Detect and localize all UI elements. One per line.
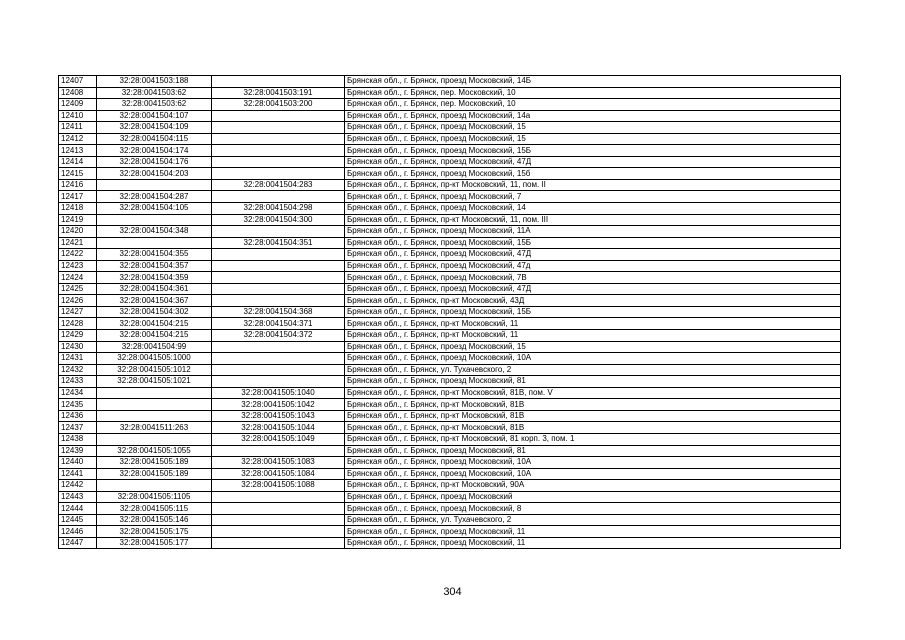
cadastral-number-cell xyxy=(212,122,345,134)
parent-cadastral-number-cell: 32:28:0041511:263 xyxy=(97,422,212,434)
address-cell: Брянская обл., г. Брянск, пер. Московский, 10 xyxy=(345,87,841,99)
address-cell: Брянская обл., г. Брянск, пр-кт Московский, 11 xyxy=(345,318,841,330)
row-number-cell: 12418 xyxy=(59,203,97,215)
parent-cadastral-number-cell: 32:28:0041503:62 xyxy=(97,87,212,99)
address-cell: Брянская обл., г. Брянск, пр-кт Московский, 81В xyxy=(345,399,841,411)
parent-cadastral-number-cell: 32:28:0041504:355 xyxy=(97,249,212,261)
cadastral-number-cell: 32:28:0041503:200 xyxy=(212,99,345,111)
row-number-cell: 12429 xyxy=(59,330,97,342)
address-cell: Брянская обл., г. Брянск, пр-кт Московский, 11 xyxy=(345,330,841,342)
table-row xyxy=(59,87,841,99)
parent-cadastral-number-cell: 32:28:0041504:109 xyxy=(97,122,212,134)
parent-cadastral-number-cell: 32:28:0041505:146 xyxy=(97,514,212,526)
parent-cadastral-number-cell: 32:28:0041505:1105 xyxy=(97,491,212,503)
cadastral-number-cell xyxy=(212,272,345,284)
cadastral-number-cell xyxy=(212,260,345,272)
parent-cadastral-number-cell: 32:28:0041504:115 xyxy=(97,133,212,145)
parent-cadastral-number-cell: 32:28:0041505:189 xyxy=(97,457,212,469)
cadastral-number-cell: 32:28:0041503:191 xyxy=(212,87,345,99)
cadastral-number-cell xyxy=(212,376,345,388)
parent-cadastral-number-cell: 32:28:0041504:203 xyxy=(97,168,212,180)
cadastral-number-cell xyxy=(212,353,345,365)
cadastral-number-cell xyxy=(212,445,345,457)
row-number-cell: 12439 xyxy=(59,445,97,457)
table-row xyxy=(59,468,841,480)
parent-cadastral-number-cell xyxy=(97,214,212,226)
parent-cadastral-number-cell: 32:28:0041504:215 xyxy=(97,318,212,330)
row-number-cell: 12423 xyxy=(59,260,97,272)
cadastral-number-cell xyxy=(212,364,345,376)
parent-cadastral-number-cell: 32:28:0041505:1000 xyxy=(97,353,212,365)
table-row xyxy=(59,122,841,134)
table-row xyxy=(59,480,841,492)
parent-cadastral-number-cell: 32:28:0041504:99 xyxy=(97,341,212,353)
table-row xyxy=(59,445,841,457)
table-row xyxy=(59,526,841,538)
address-cell: Брянская обл., г. Брянск, проезд Московский, 15 xyxy=(345,133,841,145)
address-cell: Брянская обл., г. Брянск, проезд Московский, 15 xyxy=(345,341,841,353)
address-cell: Брянская обл., г. Брянск, пр-кт Московский, 11, пом. II xyxy=(345,179,841,191)
cadastral-number-cell xyxy=(212,526,345,538)
address-cell: Брянская обл., г. Брянск, проезд Московский, 15Б xyxy=(345,306,841,318)
address-cell: Брянская обл., г. Брянск, проезд Московский, 47д xyxy=(345,260,841,272)
table-row xyxy=(59,491,841,503)
row-number-cell: 12441 xyxy=(59,468,97,480)
table-row xyxy=(59,330,841,342)
row-number-cell: 12442 xyxy=(59,480,97,492)
parent-cadastral-number-cell xyxy=(97,410,212,422)
cadastral-number-cell: 32:28:0041505:1049 xyxy=(212,433,345,445)
row-number-cell: 12413 xyxy=(59,145,97,157)
cadastral-number-cell xyxy=(212,503,345,515)
address-cell: Брянская обл., г. Брянск, пр-кт Московский, 43Д xyxy=(345,295,841,307)
row-number-cell: 12436 xyxy=(59,410,97,422)
address-cell: Брянская обл., г. Брянск, пр-кт Московский, 81В xyxy=(345,410,841,422)
row-number-cell: 12425 xyxy=(59,283,97,295)
parent-cadastral-number-cell: 32:28:0041504:287 xyxy=(97,191,212,203)
row-number-cell: 12427 xyxy=(59,306,97,318)
address-cell: Брянская обл., г. Брянск, проезд Московский, 7В xyxy=(345,272,841,284)
row-number-cell: 12431 xyxy=(59,353,97,365)
address-cell: Брянская обл., г. Брянск, проезд Московский, 10А xyxy=(345,468,841,480)
row-number-cell: 12410 xyxy=(59,110,97,122)
cadastral-number-cell xyxy=(212,491,345,503)
cadastral-number-cell xyxy=(212,295,345,307)
table-row xyxy=(59,214,841,226)
address-cell: Брянская обл., г. Брянск, проезд Московский, 47Д xyxy=(345,156,841,168)
cadastral-number-cell xyxy=(212,537,345,549)
table-row xyxy=(59,110,841,122)
parent-cadastral-number-cell xyxy=(97,387,212,399)
cadastral-number-cell: 32:28:0041504:372 xyxy=(212,330,345,342)
row-number-cell: 12419 xyxy=(59,214,97,226)
parent-cadastral-number-cell xyxy=(97,433,212,445)
cadastral-number-cell xyxy=(212,156,345,168)
address-cell: Брянская обл., г. Брянск, пр-кт Московский, 81 корп. 3, пом. 1 xyxy=(345,433,841,445)
address-cell: Брянская обл., г. Брянск, проезд Московский, 14Б xyxy=(345,76,841,88)
table-row xyxy=(59,503,841,515)
address-cell: Брянская обл., г. Брянск, пер. Московский, 10 xyxy=(345,99,841,111)
parent-cadastral-number-cell: 32:28:0041505:1021 xyxy=(97,376,212,388)
row-number-cell: 12408 xyxy=(59,87,97,99)
table-row xyxy=(59,537,841,549)
cadastral-number-cell: 32:28:0041505:1042 xyxy=(212,399,345,411)
parent-cadastral-number-cell: 32:28:0041504:348 xyxy=(97,226,212,238)
parent-cadastral-number-cell: 32:28:0041503:188 xyxy=(97,76,212,88)
address-cell: Брянская обл., г. Брянск, проезд Московский, 15Б xyxy=(345,145,841,157)
table-row xyxy=(59,249,841,261)
cadastral-number-cell: 32:28:0041504:351 xyxy=(212,237,345,249)
cadastral-number-cell: 32:28:0041505:1043 xyxy=(212,410,345,422)
parent-cadastral-number-cell: 32:28:0041504:361 xyxy=(97,283,212,295)
address-cell: Брянская обл., г. Брянск, ул. Тухачевского, 2 xyxy=(345,364,841,376)
row-number-cell: 12445 xyxy=(59,514,97,526)
cadastral-number-cell: 32:28:0041505:1044 xyxy=(212,422,345,434)
table-row xyxy=(59,226,841,238)
table-row xyxy=(59,76,841,88)
row-number-cell: 12432 xyxy=(59,364,97,376)
row-number-cell: 12412 xyxy=(59,133,97,145)
row-number-cell: 12443 xyxy=(59,491,97,503)
table-row xyxy=(59,306,841,318)
row-number-cell: 12417 xyxy=(59,191,97,203)
cadastral-number-cell xyxy=(212,514,345,526)
row-number-cell: 12415 xyxy=(59,168,97,180)
cadastral-number-cell xyxy=(212,168,345,180)
table-row xyxy=(59,133,841,145)
cadastral-number-cell xyxy=(212,133,345,145)
parent-cadastral-number-cell: 32:28:0041504:359 xyxy=(97,272,212,284)
parent-cadastral-number-cell: 32:28:0041505:189 xyxy=(97,468,212,480)
address-cell: Брянская обл., г. Брянск, пр-кт Московский, 90А xyxy=(345,480,841,492)
row-number-cell: 12422 xyxy=(59,249,97,261)
cadastral-number-cell xyxy=(212,145,345,157)
table-row xyxy=(59,237,841,249)
row-number-cell: 12444 xyxy=(59,503,97,515)
row-number-cell: 12430 xyxy=(59,341,97,353)
table-row xyxy=(59,410,841,422)
parent-cadastral-number-cell xyxy=(97,237,212,249)
cadastral-number-cell: 32:28:0041504:371 xyxy=(212,318,345,330)
table-row xyxy=(59,99,841,111)
cadastral-number-cell: 32:28:0041505:1084 xyxy=(212,468,345,480)
address-cell: Брянская обл., г. Брянск, проезд Московский, 8 xyxy=(345,503,841,515)
table-row xyxy=(59,387,841,399)
address-cell: Брянская обл., г. Брянск, проезд Московский xyxy=(345,491,841,503)
cadastral-number-cell xyxy=(212,226,345,238)
row-number-cell: 12440 xyxy=(59,457,97,469)
address-cell: Брянская обл., г. Брянск, пр-кт Московский, 11, пом. III xyxy=(345,214,841,226)
row-number-cell: 12421 xyxy=(59,237,97,249)
table-row xyxy=(59,203,841,215)
row-number-cell: 12414 xyxy=(59,156,97,168)
table-row xyxy=(59,168,841,180)
row-number-cell: 12447 xyxy=(59,537,97,549)
address-cell: Брянская обл., г. Брянск, проезд Московский, 11 xyxy=(345,537,841,549)
row-number-cell: 12433 xyxy=(59,376,97,388)
row-number-cell: 12428 xyxy=(59,318,97,330)
parent-cadastral-number-cell: 32:28:0041504:367 xyxy=(97,295,212,307)
cadastral-number-cell: 32:28:0041505:1040 xyxy=(212,387,345,399)
table-row xyxy=(59,457,841,469)
address-cell: Брянская обл., г. Брянск, проезд Московский, 47Д xyxy=(345,283,841,295)
cadastral-number-cell xyxy=(212,110,345,122)
parent-cadastral-number-cell: 32:28:0041505:115 xyxy=(97,503,212,515)
cadastral-number-cell: 32:28:0041504:300 xyxy=(212,214,345,226)
address-cell: Брянская обл., г. Брянск, проезд Московский, 15 xyxy=(345,122,841,134)
address-cell: Брянская обл., г. Брянск, проезд Московский, 81 xyxy=(345,445,841,457)
table-row xyxy=(59,422,841,434)
parent-cadastral-number-cell: 32:28:0041505:177 xyxy=(97,537,212,549)
cadastral-number-cell: 32:28:0041504:298 xyxy=(212,203,345,215)
address-cell: Брянская обл., г. Брянск, проезд Московский, 81 xyxy=(345,376,841,388)
cadastral-number-cell xyxy=(212,191,345,203)
parent-cadastral-number-cell: 32:28:0041504:174 xyxy=(97,145,212,157)
row-number-cell: 12446 xyxy=(59,526,97,538)
table-row xyxy=(59,295,841,307)
parent-cadastral-number-cell: 32:28:0041505:1012 xyxy=(97,364,212,376)
table-row xyxy=(59,145,841,157)
parent-cadastral-number-cell: 32:28:0041503:62 xyxy=(97,99,212,111)
address-cell: Брянская обл., г. Брянск, проезд Московский, 11А xyxy=(345,226,841,238)
address-cell: Брянская обл., г. Брянск, пр-кт Московский, 81В, пом. V xyxy=(345,387,841,399)
row-number-cell: 12424 xyxy=(59,272,97,284)
table-row xyxy=(59,341,841,353)
cadastral-number-cell: 32:28:0041505:1088 xyxy=(212,480,345,492)
table-row xyxy=(59,514,841,526)
table-row xyxy=(59,399,841,411)
cadastral-number-cell xyxy=(212,283,345,295)
address-cell: Брянская обл., г. Брянск, пр-кт Московский, 81В xyxy=(345,422,841,434)
cadastral-number-cell: 32:28:0041504:368 xyxy=(212,306,345,318)
address-cell: Брянская обл., г. Брянск, проезд Московский, 11 xyxy=(345,526,841,538)
address-cell: Брянская обл., г. Брянск, проезд Московский, 7 xyxy=(345,191,841,203)
cadastral-number-cell xyxy=(212,249,345,261)
parent-cadastral-number-cell: 32:28:0041504:176 xyxy=(97,156,212,168)
address-cell: Брянская обл., г. Брянск, проезд Московский, 10А xyxy=(345,457,841,469)
table-row xyxy=(59,260,841,272)
table-row xyxy=(59,191,841,203)
cadastral-number-cell xyxy=(212,76,345,88)
page-number: 304 xyxy=(443,586,462,598)
address-cell: Брянская обл., г. Брянск, ул. Тухачевского, 2 xyxy=(345,514,841,526)
address-cell: Брянская обл., г. Брянск, проезд Московский, 15Б xyxy=(345,237,841,249)
address-cell: Брянская обл., г. Брянск, проезд Московский, 10А xyxy=(345,353,841,365)
table-row xyxy=(59,179,841,191)
table-row xyxy=(59,433,841,445)
parent-cadastral-number-cell xyxy=(97,399,212,411)
cadastral-number-cell: 32:28:0041504:283 xyxy=(212,179,345,191)
row-number-cell: 12438 xyxy=(59,433,97,445)
row-number-cell: 12434 xyxy=(59,387,97,399)
parent-cadastral-number-cell: 32:28:0041505:175 xyxy=(97,526,212,538)
table-row xyxy=(59,364,841,376)
row-number-cell: 12411 xyxy=(59,122,97,134)
registry-table-body xyxy=(59,76,841,549)
row-number-cell: 12437 xyxy=(59,422,97,434)
registry-table xyxy=(58,75,841,549)
row-number-cell: 12416 xyxy=(59,179,97,191)
parent-cadastral-number-cell: 32:28:0041504:107 xyxy=(97,110,212,122)
parent-cadastral-number-cell: 32:28:0041504:215 xyxy=(97,330,212,342)
cadastral-number-cell xyxy=(212,341,345,353)
table-row xyxy=(59,272,841,284)
address-cell: Брянская обл., г. Брянск, проезд Московский, 15б xyxy=(345,168,841,180)
table-row xyxy=(59,156,841,168)
address-cell: Брянская обл., г. Брянск, проезд Московский, 14а xyxy=(345,110,841,122)
row-number-cell: 12407 xyxy=(59,76,97,88)
address-cell: Брянская обл., г. Брянск, проезд Московский, 14 xyxy=(345,203,841,215)
table-row xyxy=(59,353,841,365)
row-number-cell: 12420 xyxy=(59,226,97,238)
parent-cadastral-number-cell: 32:28:0041504:302 xyxy=(97,306,212,318)
row-number-cell: 12426 xyxy=(59,295,97,307)
parent-cadastral-number-cell: 32:28:0041504:357 xyxy=(97,260,212,272)
address-cell: Брянская обл., г. Брянск, проезд Московский, 47Д xyxy=(345,249,841,261)
parent-cadastral-number-cell xyxy=(97,480,212,492)
row-number-cell: 12409 xyxy=(59,99,97,111)
parent-cadastral-number-cell xyxy=(97,179,212,191)
parent-cadastral-number-cell: 32:28:0041504:105 xyxy=(97,203,212,215)
row-number-cell: 12435 xyxy=(59,399,97,411)
table-row xyxy=(59,376,841,388)
cadastral-number-cell: 32:28:0041505:1083 xyxy=(212,457,345,469)
parent-cadastral-number-cell: 32:28:0041505:1055 xyxy=(97,445,212,457)
table-row xyxy=(59,318,841,330)
table-row xyxy=(59,283,841,295)
